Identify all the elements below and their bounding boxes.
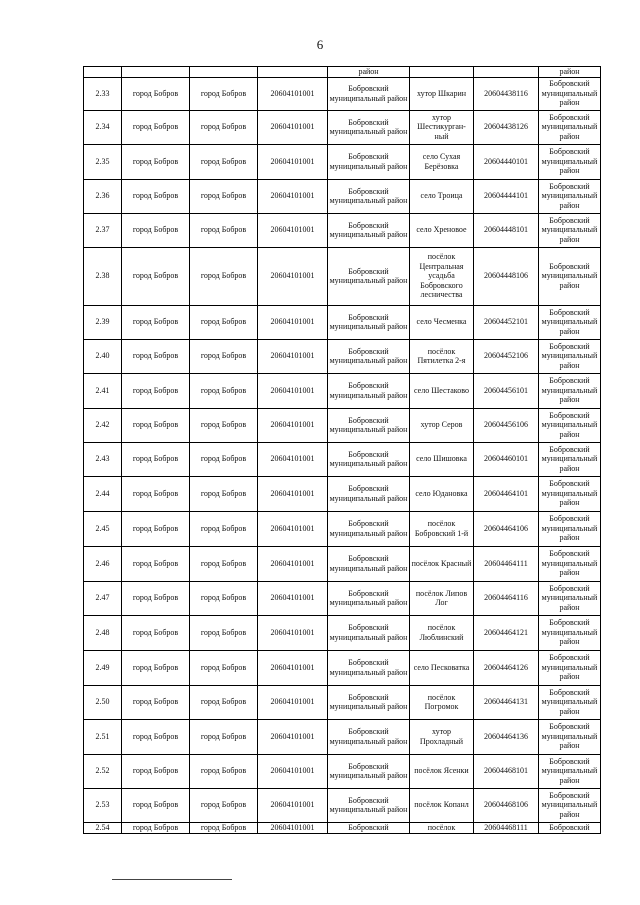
district2-cell: Бобровский муниципальный район (539, 179, 601, 213)
settlement-cell: село Чесменка (410, 305, 474, 339)
district-cell: Бобровский муниципальный район (328, 408, 410, 442)
code-cell: 20604101001 (258, 339, 328, 373)
table-row-continuation (84, 67, 601, 78)
code-cell: 20604101001 (258, 511, 328, 546)
code2-cell: 20604464101 (474, 476, 539, 511)
district-cell: Бобровский муниципальный район (328, 788, 410, 822)
city2-cell: город Бобров (190, 373, 258, 408)
row-number-cell: 2.45 (84, 511, 122, 546)
district2-cell: Бобровский муниципальный район (539, 373, 601, 408)
city2-cell: город Бобров (190, 822, 258, 833)
city2-cell: город Бобров (190, 247, 258, 305)
city-cell: город Бобров (122, 476, 190, 511)
row-number-cell: 2.52 (84, 754, 122, 788)
settlement-cell: посёлок Липов Лог (410, 581, 474, 615)
city-cell: город Бобров (122, 305, 190, 339)
settlement-cell: посёлок Копанл (410, 788, 474, 822)
city2-cell: город Бобров (190, 305, 258, 339)
city-cell: город Бобров (122, 442, 190, 476)
city-cell: город Бобров (122, 408, 190, 442)
district2-cell: Бобровский муниципальный район (539, 615, 601, 650)
code-cell: 20604101001 (258, 546, 328, 581)
table-row (84, 822, 601, 833)
code2-cell: 20604464111 (474, 546, 539, 581)
settlement-cell: посёлок Люблинский (410, 615, 474, 650)
city-cell: город Бобров (122, 511, 190, 546)
table-row (84, 305, 601, 339)
city2-cell: город Бобров (190, 442, 258, 476)
district2-cell: Бобровский муниципальный район (539, 685, 601, 719)
code2-cell: 20604468101 (474, 754, 539, 788)
city2-cell: город Бобров (190, 615, 258, 650)
row-number-cell: 2.37 (84, 213, 122, 247)
page-number: 6 (316, 37, 324, 52)
city-cell: город Бобров (122, 110, 190, 144)
code2-cell: 20604464131 (474, 685, 539, 719)
district-cell: Бобровский муниципальный район (328, 581, 410, 615)
city-cell: город Бобров (122, 213, 190, 247)
table-row (84, 754, 601, 788)
district-cell: Бобровский муниципальный район (328, 110, 410, 144)
table-row (84, 213, 601, 247)
settlement-cell: посёлок Пятилетка 2-я (410, 339, 474, 373)
code-cell: 20604101001 (258, 822, 328, 833)
city2-cell: город Бобров (190, 77, 258, 110)
code2-cell: 20604438116 (474, 77, 539, 110)
settlement-cell: хутор Шкарин (410, 77, 474, 110)
code2-cell: 20604464121 (474, 615, 539, 650)
district-cell: Бобровский муниципальный район (328, 546, 410, 581)
code2-cell: 20604444101 (474, 179, 539, 213)
city-cell: город Бобров (122, 581, 190, 615)
district-cell: Бобровский муниципальный район (328, 511, 410, 546)
table-row (84, 476, 601, 511)
city2-cell: город Бобров (190, 650, 258, 685)
district2-cell: Бобровский муниципальный район (539, 247, 601, 305)
district-cell: Бобровский муниципальный район (328, 685, 410, 719)
district-cell: район (328, 67, 410, 78)
district-cell: Бобровский муниципальный район (328, 179, 410, 213)
district2-cell: Бобровский муниципальный район (539, 442, 601, 476)
city2-cell: город Бобров (190, 581, 258, 615)
row-number-cell: 2.54 (84, 822, 122, 833)
code-cell: 20604101001 (258, 247, 328, 305)
code-cell: 20604101001 (258, 719, 328, 754)
row-number-cell: 2.48 (84, 615, 122, 650)
row-number-cell: 2.36 (84, 179, 122, 213)
row-number-cell: 2.46 (84, 546, 122, 581)
district2-cell: Бобровский муниципальный район (539, 213, 601, 247)
code-cell: 20604101001 (258, 615, 328, 650)
city-cell: город Бобров (122, 685, 190, 719)
settlement-cell: село Хреновое (410, 213, 474, 247)
code-cell: 20604101001 (258, 179, 328, 213)
table-row (84, 179, 601, 213)
table-row (84, 511, 601, 546)
city-cell: город Бобров (122, 822, 190, 833)
code-cell: 20604101001 (258, 581, 328, 615)
table-row (84, 408, 601, 442)
table-row (84, 615, 601, 650)
footnote-rule (112, 879, 232, 880)
city2-cell: город Бобров (190, 179, 258, 213)
city-cell: город Бобров (122, 373, 190, 408)
code-cell: 20604101001 (258, 408, 328, 442)
city2-cell: город Бобров (190, 511, 258, 546)
settlements-table (83, 66, 601, 834)
table-row (84, 339, 601, 373)
code2-cell: 20604464136 (474, 719, 539, 754)
district-cell: Бобровский (328, 822, 410, 833)
district2-cell: Бобровский муниципальный район (539, 719, 601, 754)
table-row (84, 77, 601, 110)
settlement-cell: хутор Серов (410, 408, 474, 442)
code2-cell: 20604468111 (474, 822, 539, 833)
row-number-cell: 2.42 (84, 408, 122, 442)
code2-cell: 20604464106 (474, 511, 539, 546)
settlement-cell: хутор Шестикурган- ный (410, 110, 474, 144)
district-cell: Бобровский муниципальный район (328, 339, 410, 373)
district-cell: Бобровский муниципальный район (328, 650, 410, 685)
district-cell: Бобровский муниципальный район (328, 305, 410, 339)
settlement-cell: село Троица (410, 179, 474, 213)
code-cell: 20604101001 (258, 144, 328, 179)
code2-cell: 20604464126 (474, 650, 539, 685)
district2-cell: Бобровский муниципальный район (539, 788, 601, 822)
code2-cell: 20604460101 (474, 442, 539, 476)
row-number-cell: 2.43 (84, 442, 122, 476)
district2-cell: Бобровский муниципальный район (539, 581, 601, 615)
code-cell: 20604101001 (258, 77, 328, 110)
row-number-cell: 2.53 (84, 788, 122, 822)
settlement-cell: село Юдановка (410, 476, 474, 511)
table-row (84, 144, 601, 179)
city-cell: город Бобров (122, 754, 190, 788)
code-cell: 20604101001 (258, 685, 328, 719)
table-row (84, 788, 601, 822)
table-row (84, 247, 601, 305)
code-cell: 20604101001 (258, 442, 328, 476)
code2-cell: 20604448106 (474, 247, 539, 305)
district-cell: Бобровский муниципальный район (328, 615, 410, 650)
settlement-cell: село Сухая Берёзовка (410, 144, 474, 179)
code-cell: 20604101001 (258, 788, 328, 822)
code2-cell: 20604456106 (474, 408, 539, 442)
district-cell: Бобровский муниципальный район (328, 719, 410, 754)
district-cell: Бобровский муниципальный район (328, 476, 410, 511)
code2-cell: 20604440101 (474, 144, 539, 179)
row-number-cell: 2.35 (84, 144, 122, 179)
city-cell: город Бобров (122, 719, 190, 754)
settlement-cell: посёлок Погромок (410, 685, 474, 719)
row-number-cell: 2.50 (84, 685, 122, 719)
city-cell: город Бобров (122, 339, 190, 373)
code2-cell: 20604438126 (474, 110, 539, 144)
district-cell: Бобровский муниципальный район (328, 77, 410, 110)
district2-cell: Бобровский муниципальный район (539, 408, 601, 442)
district2-cell: Бобровский муниципальный район (539, 77, 601, 110)
city2-cell: город Бобров (190, 754, 258, 788)
district2-cell: Бобровский муниципальный район (539, 476, 601, 511)
district2-cell: Бобровский (539, 822, 601, 833)
city-cell: город Бобров (122, 179, 190, 213)
settlement-cell: посёлок Красный (410, 546, 474, 581)
district-cell: Бобровский муниципальный район (328, 754, 410, 788)
table-row (84, 685, 601, 719)
settlement-cell: село Шишовка (410, 442, 474, 476)
district-cell: Бобровский муниципальный район (328, 442, 410, 476)
city2-cell: город Бобров (190, 546, 258, 581)
table-row (84, 442, 601, 476)
district-cell: Бобровский муниципальный район (328, 144, 410, 179)
code-cell: 20604101001 (258, 373, 328, 408)
city-cell: город Бобров (122, 650, 190, 685)
settlement-cell: хутор Прохладный (410, 719, 474, 754)
city-cell: город Бобров (122, 615, 190, 650)
row-number-cell: 2.38 (84, 247, 122, 305)
code2-cell: 20604464116 (474, 581, 539, 615)
code-cell: 20604101001 (258, 110, 328, 144)
settlement-cell: село Песковатка (410, 650, 474, 685)
settlement-cell: посёлок (410, 822, 474, 833)
district-cell: Бобровский муниципальный район (328, 373, 410, 408)
district2-cell: район (539, 67, 601, 78)
district-cell: Бобровский муниципальный район (328, 213, 410, 247)
city2-cell: город Бобров (190, 213, 258, 247)
city2-cell: город Бобров (190, 144, 258, 179)
table-row (84, 581, 601, 615)
settlement-cell: посёлок Ясенки (410, 754, 474, 788)
city-cell: город Бобров (122, 77, 190, 110)
code2-cell: 20604452106 (474, 339, 539, 373)
city-cell: город Бобров (122, 546, 190, 581)
district2-cell: Бобровский муниципальный район (539, 339, 601, 373)
code2-cell: 20604452101 (474, 305, 539, 339)
row-number-cell: 2.33 (84, 77, 122, 110)
city-cell: город Бобров (122, 788, 190, 822)
district2-cell: Бобровский муниципальный район (539, 305, 601, 339)
row-number-cell: 2.44 (84, 476, 122, 511)
district2-cell: Бобровский муниципальный район (539, 650, 601, 685)
row-number-cell: 2.39 (84, 305, 122, 339)
district-cell: Бобровский муниципальный район (328, 247, 410, 305)
code-cell: 20604101001 (258, 754, 328, 788)
code2-cell: 20604448101 (474, 213, 539, 247)
row-number-cell: 2.51 (84, 719, 122, 754)
row-number-cell: 2.34 (84, 110, 122, 144)
row-number-cell: 2.40 (84, 339, 122, 373)
code-cell: 20604101001 (258, 650, 328, 685)
city2-cell: город Бобров (190, 788, 258, 822)
table-row (84, 719, 601, 754)
district2-cell: Бобровский муниципальный район (539, 546, 601, 581)
city2-cell: город Бобров (190, 408, 258, 442)
city2-cell: город Бобров (190, 719, 258, 754)
code2-cell: 20604468106 (474, 788, 539, 822)
settlement-cell: село Шестаково (410, 373, 474, 408)
row-number-cell: 2.41 (84, 373, 122, 408)
settlement-cell: посёлок Бобровский 1-й (410, 511, 474, 546)
district2-cell: Бобровский муниципальный район (539, 754, 601, 788)
district2-cell: Бобровский муниципальный район (539, 511, 601, 546)
row-number-cell: 2.47 (84, 581, 122, 615)
row-number-cell: 2.49 (84, 650, 122, 685)
code-cell: 20604101001 (258, 305, 328, 339)
code-cell: 20604101001 (258, 213, 328, 247)
settlement-cell: посёлок Центральная усадьба Бобровского лесничества (410, 247, 474, 305)
city2-cell: город Бобров (190, 476, 258, 511)
city2-cell: город Бобров (190, 685, 258, 719)
code2-cell: 20604456101 (474, 373, 539, 408)
district2-cell: Бобровский муниципальный район (539, 144, 601, 179)
table-row (84, 546, 601, 581)
city-cell: город Бобров (122, 247, 190, 305)
table-row (84, 650, 601, 685)
city2-cell: город Бобров (190, 339, 258, 373)
city-cell: город Бобров (122, 144, 190, 179)
city2-cell: город Бобров (190, 110, 258, 144)
table-row (84, 373, 601, 408)
table-row (84, 110, 601, 144)
code-cell: 20604101001 (258, 476, 328, 511)
district2-cell: Бобровский муниципальный район (539, 110, 601, 144)
